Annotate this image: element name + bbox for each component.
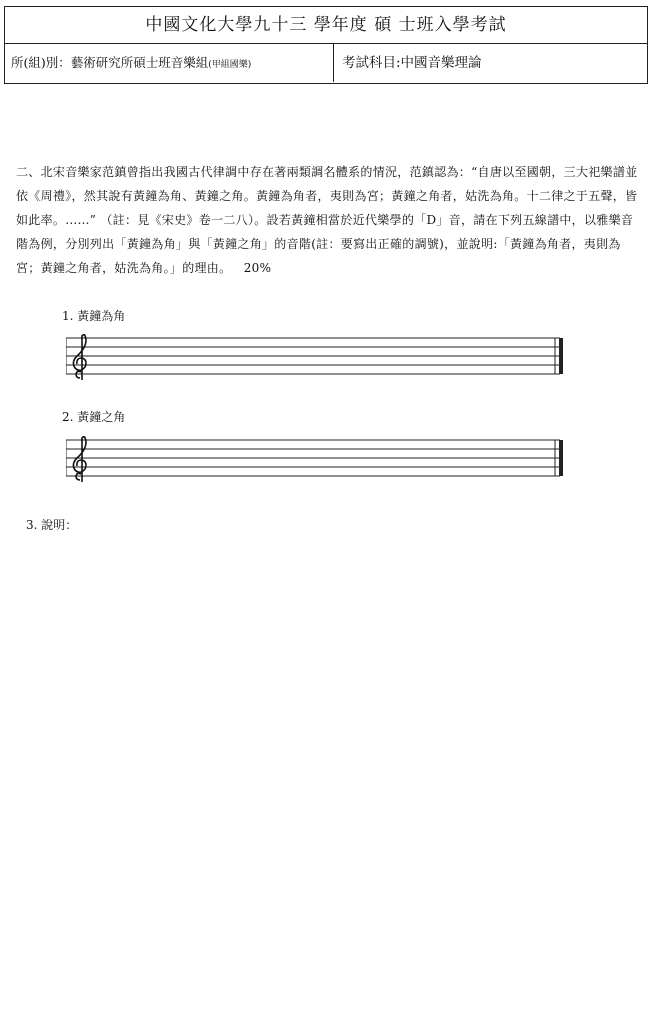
treble-clef-icon (73, 437, 86, 482)
question-text (16, 160, 644, 280)
staff-2-svg (66, 436, 565, 482)
subject-cell (334, 44, 482, 82)
department-value: 藝術研究所碩士班音樂組 (70, 55, 209, 70)
subject-value: :中國音樂理論 (396, 55, 482, 71)
staff-1[interactable] (66, 334, 565, 380)
staff-1-svg (66, 334, 565, 380)
department-cell (5, 44, 334, 82)
question-body: 二、北宋音樂家范鎮曾指出我國古代律調中存在著兩類調名體系的情況，范鎮認為：“自唐以至國朝，三大祀樂譜並依《周禮》，然其說有黃鐘為角、黃鐘之角。黃鐘為角者，夷則為宮；黃鐘之角者，姑洗為角。十二律之于五聲，皆如此率。……” （註：見《宋史》卷一二八）。設若黃鐘相當於近代樂學的「D」音，請在下列五線譜中，以雅樂音階為例，分別列出「黃鐘為角」與「黃鐘之角」的音階(註：要寫出正確的調號)，並說明:「黃鐘為角者，夷則為宮；黃鐘之角者，姑洗為角。」的理由。 (16, 165, 638, 275)
item-3-label: 3. 說明： (26, 518, 78, 532)
question-points: 20% (243, 261, 272, 275)
item-1-label: 1. 黃鐘為角 (62, 309, 126, 323)
exam-title: 中國文化大學九十三 學年度 碩 士班入學考試 (5, 7, 647, 44)
subject-label: 考試科目 (342, 55, 396, 71)
item-2-label: 2. 黃鐘之角 (62, 410, 126, 424)
exam-header (4, 6, 648, 84)
treble-clef-icon (73, 335, 86, 380)
staff-2[interactable] (66, 436, 565, 482)
header-info-row (5, 44, 647, 82)
department-label: 所(組)別： (11, 55, 71, 70)
department-note: (甲組國樂) (208, 60, 252, 70)
